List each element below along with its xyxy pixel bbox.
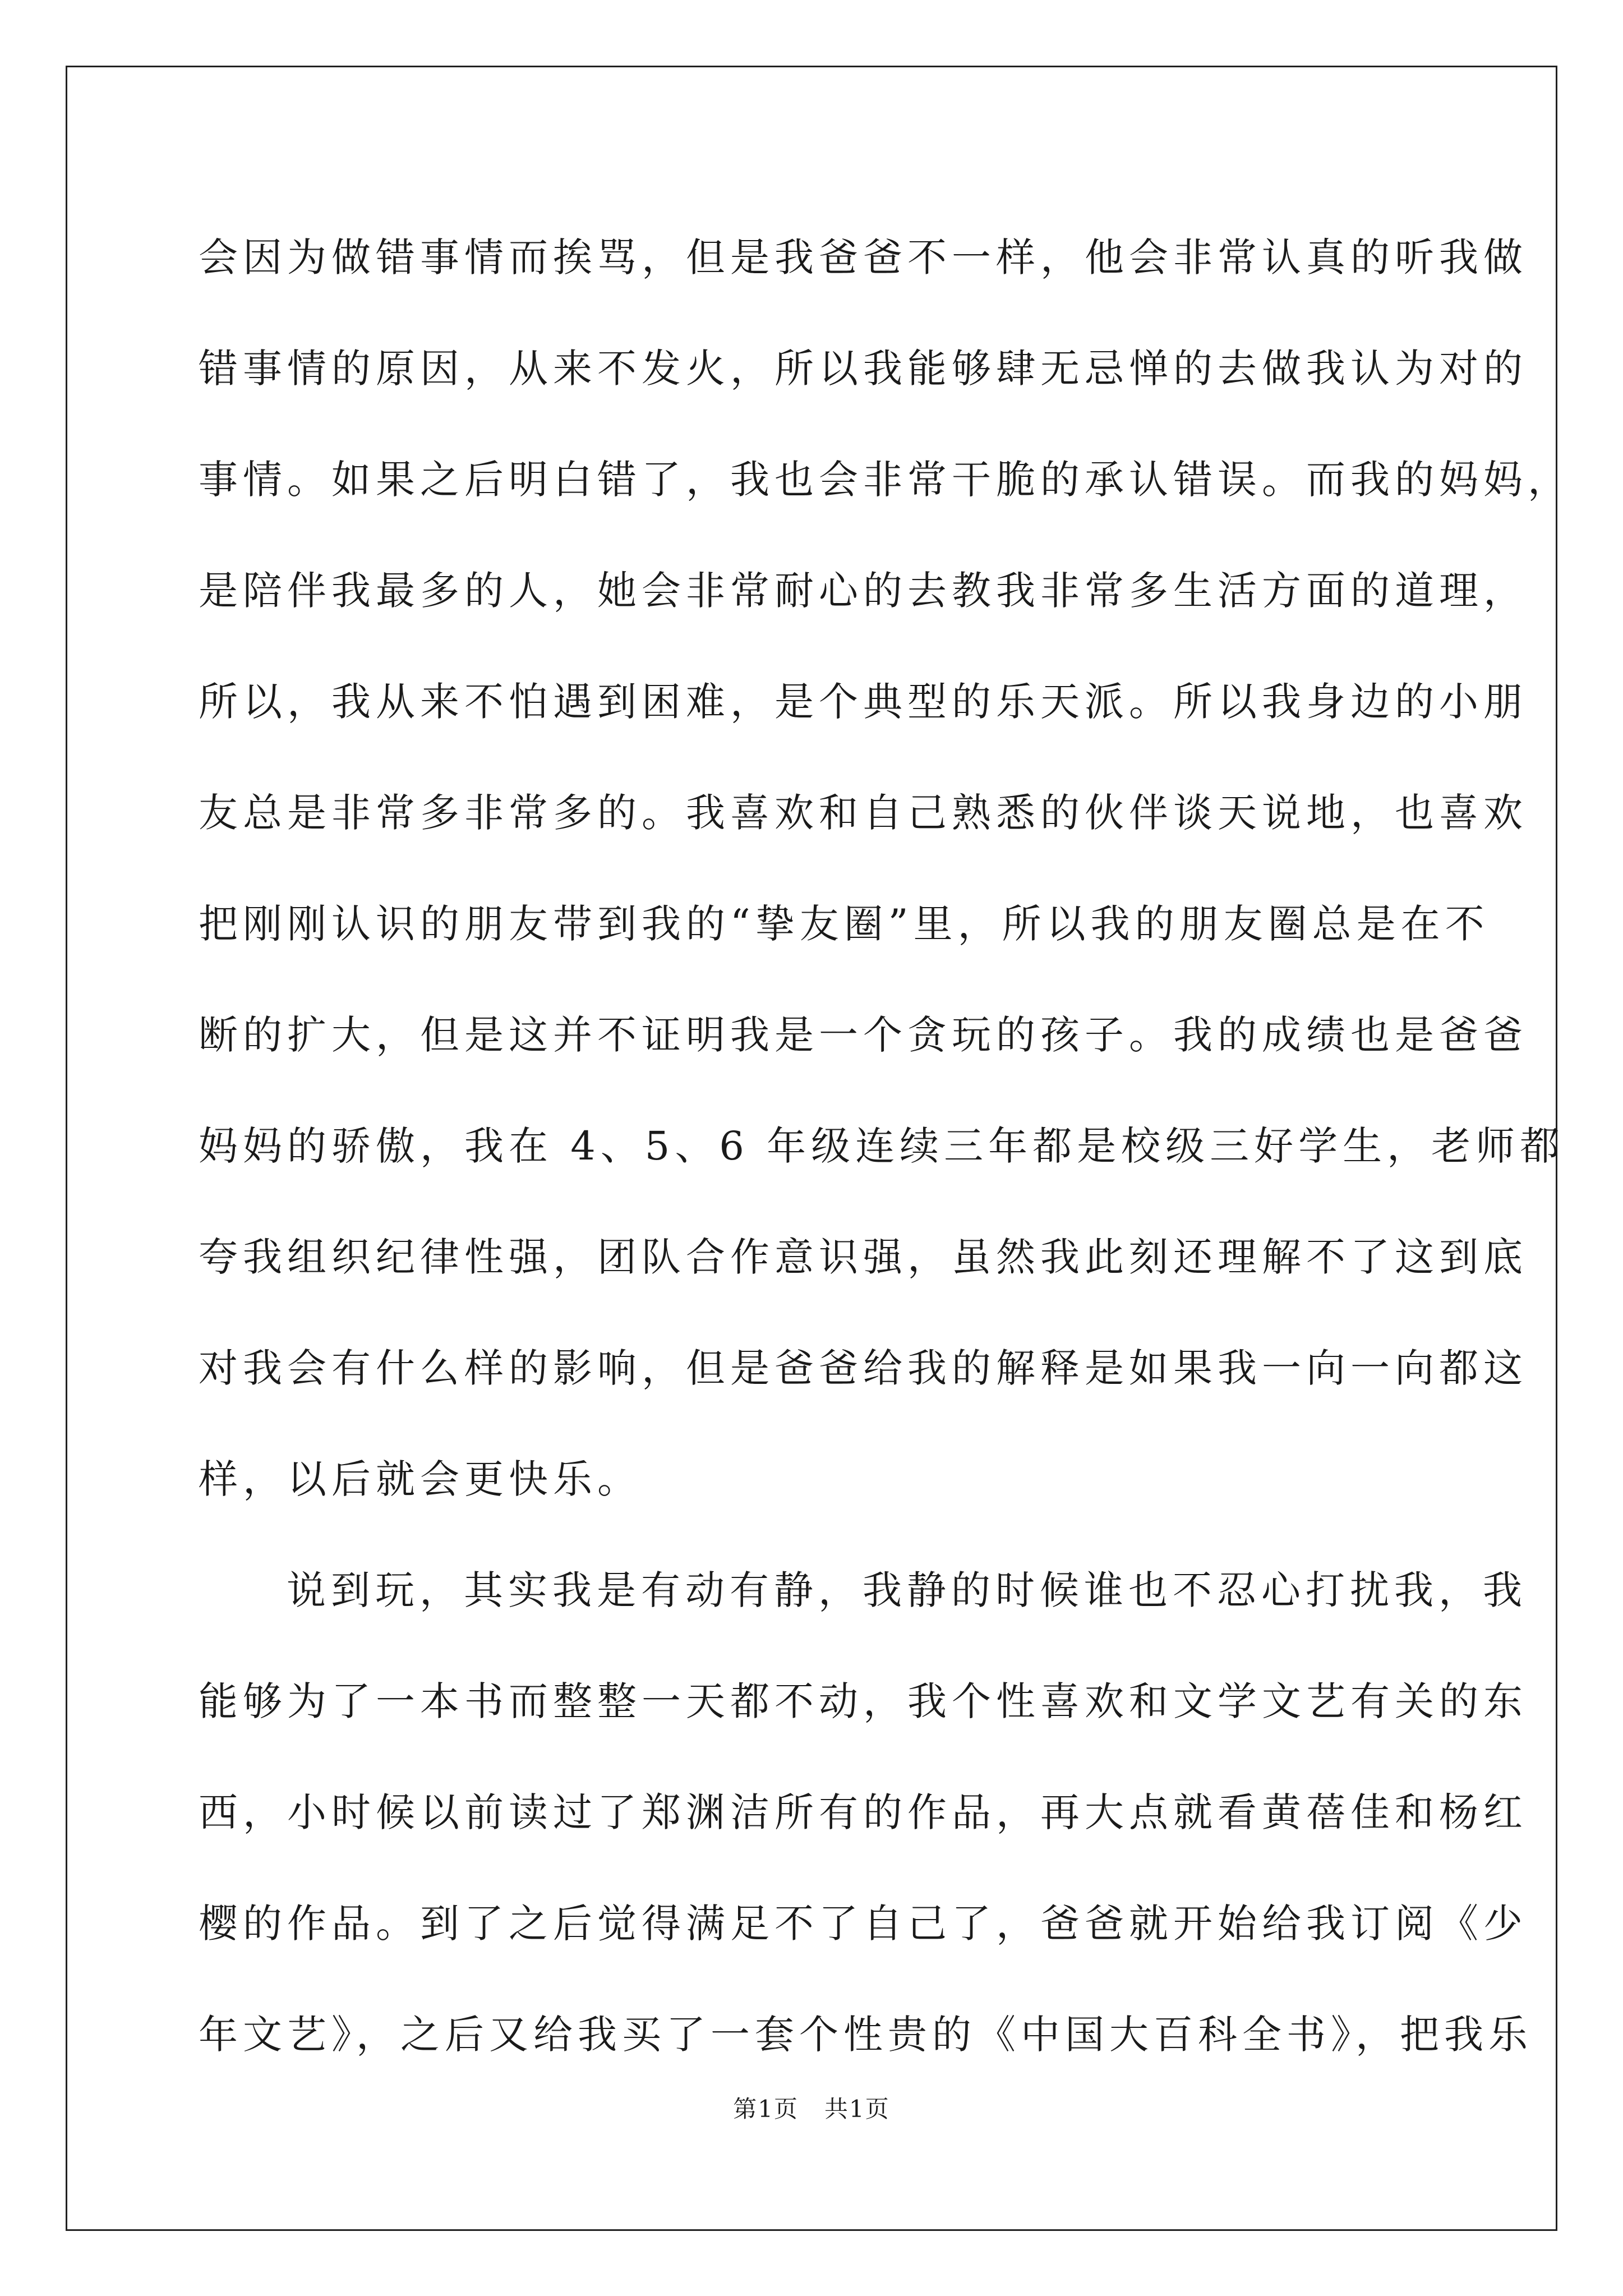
text-line: 对我会有什么样的影响，但是爸爸给我的解释是如果我一向一向都这 bbox=[199, 1345, 1528, 1391]
text-line: 样，以后就会更快乐。 bbox=[199, 1456, 642, 1502]
text-line: 西，小时候以前读过了郑渊洁所有的作品，再大点就看黄蓓佳和杨红 bbox=[199, 1789, 1528, 1835]
text-line: 夸我组织纪律性强，团队合作意识强，虽然我此刻还理解不了这到底 bbox=[199, 1234, 1528, 1280]
text-line: 妈妈的骄傲，我在 4、5、6 年级连续三年都是校级三好学生，老师都 bbox=[199, 1123, 1565, 1169]
text-line: 错事情的原因，从来不发火，所以我能够肆无忌惮的去做我认为对的 bbox=[199, 346, 1528, 392]
text-line: 会因为做错事情而挨骂，但是我爸爸不一样，他会非常认真的听我做 bbox=[199, 234, 1528, 280]
text-line: 能够为了一本书而整整一天都不动，我个性喜欢和文学文艺有关的东 bbox=[199, 1678, 1528, 1724]
text-line: 断的扩大，但是这并不证明我是一个贪玩的孩子。我的成绩也是爸爸 bbox=[199, 1012, 1528, 1058]
body-text bbox=[199, 202, 1572, 2090]
text-line: 所以，我从来不怕遇到困难，是个典型的乐天派。所以我身边的小朋 bbox=[199, 679, 1528, 725]
text-line: 年文艺》，之后又给我买了一套个性贵的《中国大百科全书》，把我乐 bbox=[199, 2012, 1533, 2058]
page-number-footer: 第1页 共1页 bbox=[733, 2095, 890, 2123]
text-line: 樱的作品。到了之后觉得满足不了自己了，爸爸就开始给我订阅《少 bbox=[199, 1901, 1528, 1947]
text-line: 事情。如果之后明白错了，我也会非常干脆的承认错误。而我的妈妈， bbox=[199, 457, 1572, 503]
text-line: 是陪伴我最多的人，她会非常耐心的去教我非常多生活方面的道理， bbox=[199, 568, 1528, 614]
text-line: 把刚刚认识的朋友带到我的“挚友圈”里，所以我的朋友圈总是在不 bbox=[199, 901, 1490, 947]
text-line: 友总是非常多非常多的。我喜欢和自己熟悉的伙伴谈天说地，也喜欢 bbox=[199, 790, 1528, 836]
text-line-indented: 说到玩，其实我是有动有静，我静的时候谁也不忍心打扰我，我 bbox=[287, 1567, 1527, 1613]
